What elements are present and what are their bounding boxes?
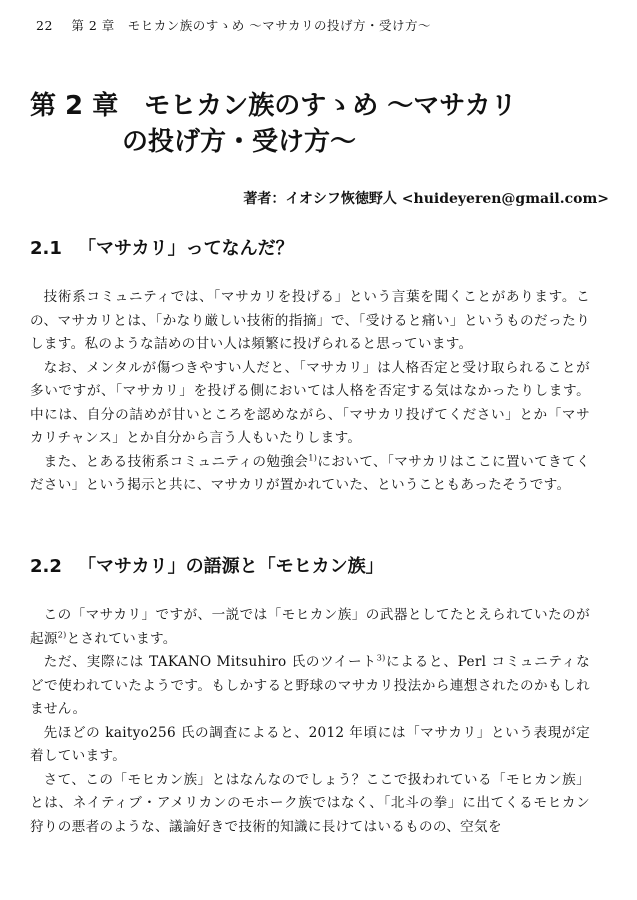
section-heading-2-1 xyxy=(30,234,294,260)
paragraph: さて、この「モヒカン族」とはなんなのでしょう？ここで扱われている「モヒカン族」とは、ネイティブ・アメリカンのモホーク族ではなく、「北斗の拳」に出てくるモヒカン狩りの悪者のような、議論好きで技術的知識に長けてはいるものの、空気を xyxy=(30,771,590,835)
page-number: 22 xyxy=(36,18,53,33)
paragraph: 先ほどの kaityo256 氏の調査によると、2012 年頃には「マサカリ」という表現が定着しています。 xyxy=(30,724,590,764)
running-head xyxy=(36,16,431,34)
section-number: 2.1 xyxy=(30,238,62,259)
section-2-1-body xyxy=(30,286,590,498)
footnote-ref: 3) xyxy=(376,653,386,663)
author-name: 著者：イオシフ恢徳野人 xyxy=(243,191,397,207)
paragraph: なお、メンタルが傷つきやすい人だと、「マサカリ」は人格否定と受け取られることが多いですが、「マサカリ」を投げる側においては人格を否定する気はなかったりします。中には、自分の詰めが甘いところを認めながら、「マサカリ投げてください」とか「マサカリチャンス」とか自分から言う人もいたりします。 xyxy=(30,359,590,446)
section-number: 2.2 xyxy=(30,556,62,577)
chapter-title xyxy=(30,88,620,160)
section-title: 「マサカリ」ってなんだ？ xyxy=(78,238,294,259)
footnote-ref: 2) xyxy=(57,629,67,639)
paragraph: また、とある技術系コミュニティの勉強会$^{1)}$において、「マサカリはここに置いてきてください」という掲示と共に、マサカリが置かれていた、ということもあったそうです。 xyxy=(30,452,590,493)
author-email: <huideyeren@gmail.com> xyxy=(401,191,609,207)
footnote-ref: 1) xyxy=(308,452,318,462)
chapter-title-line1: 第 2 章 モヒカン族のすゝめ 〜マサカリ xyxy=(30,91,517,121)
running-head-title: 第 2 章 モヒカン族のすゝめ 〜マサカリの投げ方・受け方〜 xyxy=(71,18,432,33)
paragraph: 技術系コミュニティでは、「マサカリを投げる」という言葉を聞くことがあります。この、マサカリとは、「かなり厳しい技術的指摘」で、「受けると痛い」というものだったりします。私のような詰めの甘い人は頻繁に投げられると思っています。 xyxy=(30,289,590,352)
author-line xyxy=(243,188,609,208)
paragraph: この「マサカリ」ですが、一説では「モヒカン族」の武器としてたとえられていたのが起源$^{2)}$とされています。 xyxy=(30,607,590,647)
paragraph: ただ、実際には TAKANO Mitsuhiro 氏のツイート$^{3)}$によると、Perl コミュニティなどで使われていたようです。もしかすると野球のマサカリ投法から連想されたのかもしれません。 xyxy=(30,653,590,717)
chapter-title-line2: の投げ方・受け方〜 xyxy=(122,127,357,157)
section-heading-2-2 xyxy=(30,552,384,578)
section-title: 「マサカリ」の語源と「モヒカン族」 xyxy=(78,556,384,577)
section-2-2-body xyxy=(30,604,590,839)
